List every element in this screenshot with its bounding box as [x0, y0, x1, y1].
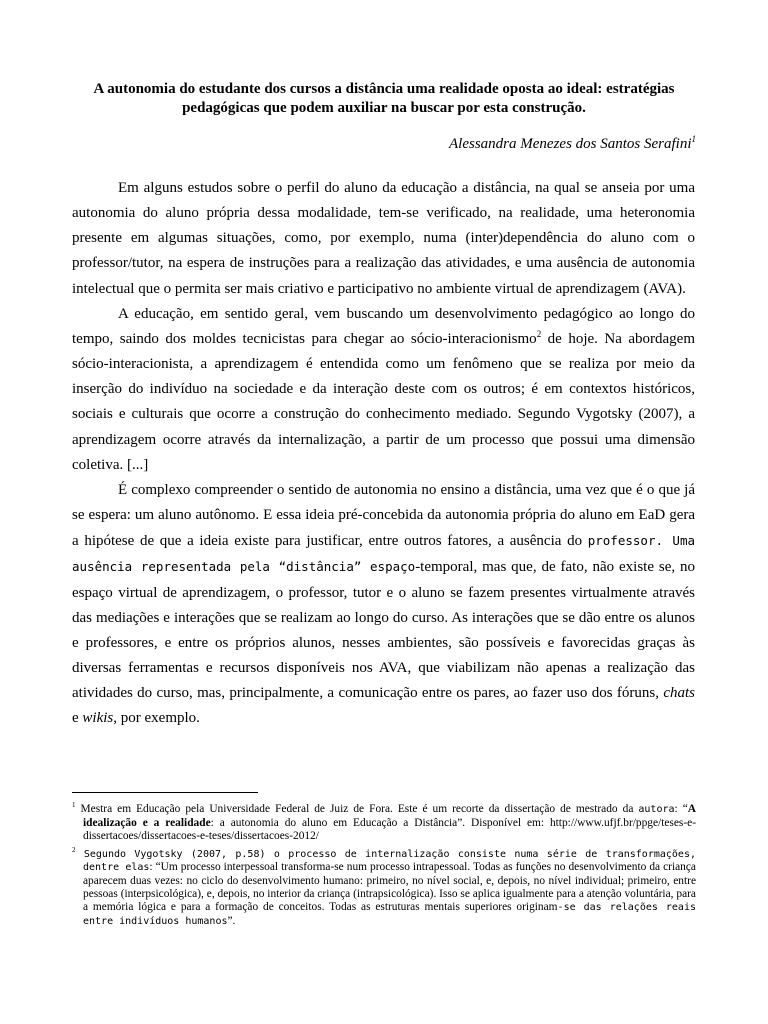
- paragraph-3-conj: e: [72, 710, 83, 727]
- paragraph-3-text-b: -temporal, mas que, de fato, não existe se, no espaço virtual de aprendizagem, o professor, tutor e o aluno se fazem presentes virtualmente através das mediações e interações que se realizam ao longo do curso. As interações que se dão entre os alunos e professores, e entre os próprios alunos, nesses ambientes, são possíveis e favorecidas graças às diversas ferramentas e recursos disponíveis nos AVA, que viabilizam não apenas a realização das atividades do curso, mas, principalmente, a comunicação entre os pares, ao fazer uso dos fóruns,: [72, 559, 695, 702]
- paragraph-1: Em alguns estudos sobre o perfil do aluno da educação a distância, na qual se anseia por uma autonomia do aluno própria dessa modalidade, tem-se verificado, na realidade, uma heteronomia presente em algumas situações, como, por exemplo, numa (inter)dependência do aluno com o professor/tutor, na espera de instruções para a realização das atividades, e uma ausência de autonomia intelectual que o permita ser mais criativo e participativo no ambiente virtual de aprendizagem (AVA).: [72, 180, 695, 297]
- document-title: A autonomia do estudante dos cursos a distância uma realidade oposta ao ideal: estratégias pedagógicas que podem auxiliar na buscar por esta construção.: [93, 81, 675, 116]
- footnote-1-text-c: : a autonomia do aluno em Educação a Distância”. Disponível em: http://www.ufjf.br/ppge/teses-e-dissertacoes/dissertacoes-e-teses/dissertacoes-2012/: [83, 816, 696, 842]
- footnote-2-ref: 2: [536, 328, 542, 339]
- footnote-separator: [72, 792, 258, 793]
- footnote-2-text-a: : “Um processo interpessoal transforma-se num processo intrapessoal. Todas as funções no desenvolvimento da criança aparecem duas vezes: no ciclo do desenvolvimento humano: primeiro, no nível social, e, depois, no nível individual; primeiro, entre pessoas (interpsicológica), e, depois, no interior da criança (intrapsicológica). Isso se aplica igualmente para a atenção voluntária, para a memória lógica e para a formação de conceitos. Todas as estruturas mentais superiores originam: [83, 861, 696, 913]
- author-name: Alessandra Menezes dos Santos Serafini: [449, 136, 692, 152]
- footnote-1-text-a: Mestra em Educação pela Universidade Federal de Juiz de Fora. Este é um recorte da dissertação de mestrado da: [75, 802, 639, 815]
- paragraph-3-end: , por exemplo.: [113, 710, 200, 727]
- footnote-2-mono-b: -se das relações reais entre indivíduos humanos: [83, 901, 696, 927]
- paragraph-3-mono-text: professor. Uma ausência representada pela “distância” espaço: [72, 533, 696, 575]
- paragraph-3: [72, 478, 695, 732]
- footnote-2-end: ”.: [227, 914, 236, 927]
- body-text: [72, 176, 695, 731]
- footnote-1-text-b: : “: [674, 802, 688, 815]
- chats-term: chats: [663, 685, 695, 702]
- footnote-1-bold-title: A idealização e a realidade: [83, 802, 696, 829]
- author-line: [449, 134, 696, 153]
- footnote-2: [72, 844, 696, 929]
- footnote-2-mark: 2: [72, 845, 76, 854]
- author-footnote-mark: 1: [691, 134, 696, 144]
- paragraph-2-text-a: A educação, em sentido geral, vem buscando um desenvolvimento pedagógico ao longo do tempo, saindo dos moldes tecnicistas para chegar ao sócio-interacionismo: [72, 305, 695, 347]
- footnote-1-mark: 1: [72, 801, 76, 809]
- footnotes: [72, 799, 696, 930]
- footnote-1: [72, 799, 696, 843]
- wikis-term: wikis: [82, 710, 114, 727]
- paragraph-3-text-a: É complexo compreender o sentido de autonomia no ensino a distância, uma vez que é o que já se espera: um aluno autônomo. E essa ideia pré-concebida da autonomia própria do aluno em EaD gera a hipótese de que a ideia existe para justificar, entre outros fatores, a ausência do: [72, 481, 695, 550]
- paragraph-2-text-b: de hoje. Na abordagem sócio-interacionista, a aprendizagem é entendida como um fenômeno que se realiza por meio da inserção do indivíduo na sociedade e da interação deste com os outros; é em contextos históricos, sociais e culturais que ocorre a construção do conhecimento mediado. Segundo Vygotsky (2007), a aprendizagem ocorre através da internalização, a partir de um processo que possui uma dimensão coletiva. [...]: [72, 330, 695, 473]
- footnote-2-mono-a: Segundo Vygotsky (2007, p.58) o processo de internalização consiste numa série de transformações, dentre elas: [75, 848, 696, 874]
- footnote-1-autora: autora: [638, 803, 675, 815]
- paragraph-2: [72, 302, 695, 478]
